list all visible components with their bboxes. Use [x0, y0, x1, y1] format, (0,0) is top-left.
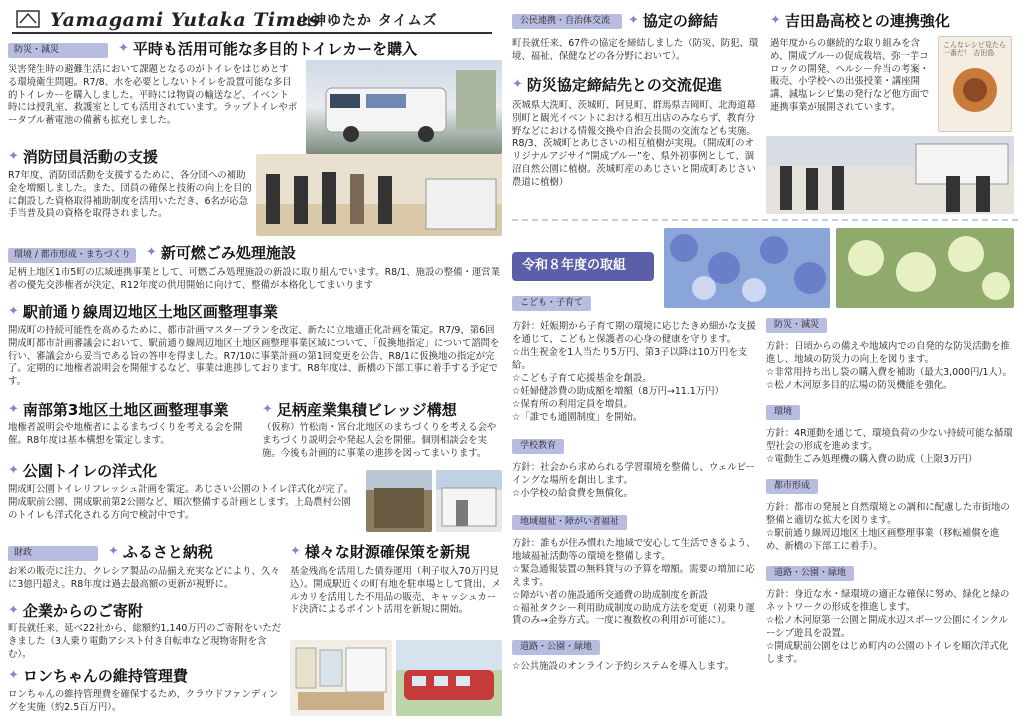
- plan-line: ☆保育所の利用定員を増員。: [512, 398, 633, 410]
- article-title: ✦ 消防団員活動の支援: [8, 148, 158, 166]
- park-toilet-photo-1: [366, 470, 432, 532]
- plan-line: ☆松ノ木河原第一公園と開成水辺スポーツ公園にインクルーシブ遊具を設置。: [766, 614, 1008, 639]
- plan-list: [512, 538, 758, 629]
- category-label: 防災・減災: [766, 318, 827, 333]
- plan-line: 方針：4R運動を通じて、環境負荷の少ない持続可能な循環型社会の形成を進めます。: [766, 427, 1013, 452]
- masthead: [12, 6, 492, 34]
- diamond-icon: ✦: [8, 304, 19, 320]
- category-label: 公民連携・自治体交流: [512, 14, 622, 29]
- article-title: ✦ 南部第3地区土地区画整理事業: [8, 401, 229, 419]
- diamond-icon: ✦: [8, 603, 19, 619]
- ron-train-photo: [396, 640, 502, 716]
- diamond-icon: ✦: [8, 463, 19, 479]
- diamond-icon: ✦: [118, 41, 129, 57]
- article-title: ✦ 様々な財源確保策を新規: [290, 543, 470, 561]
- plan-line: ☆障がい者の施設通所交通費の助成制度を新設: [512, 589, 708, 601]
- article-title: ✦ 吉田島高校との連携強化: [770, 12, 950, 30]
- plan-list: [766, 428, 1016, 467]
- toilet-car-photo: [306, 60, 502, 154]
- article-title: ✦ 駅前通り線周辺地区土地区画整理事業: [8, 303, 278, 321]
- category-label: 道路・公園・緑地: [766, 566, 854, 581]
- plan-line: ☆「誰でも通園制度」を開始。: [512, 411, 643, 423]
- article-body: 町長就任来、延べ22社から、総額約1,140万円のご寄附をいただきました（3人乗り電動アシスト付き自転車など現物寄附を含む）。: [8, 623, 282, 660]
- article-body: 開成町公園トイレリフレッシュ計画を策定。あじさい公園のトイレ洋式化が完了。開成駅前公園、開成駅前第2公園など、順次整備する計画とします。上島農村公園のトイレも洋式化される方向で検討中です。: [8, 484, 354, 521]
- diamond-icon: ✦: [770, 13, 781, 29]
- plan-line: ☆開成駅前公園をはじめ町内の公園のトイレを順次洋式化します。: [766, 640, 1009, 665]
- diamond-icon: ✦: [146, 245, 157, 261]
- furusato-products-photo: [290, 640, 392, 716]
- plan-line: 方針：社会から求められる学習環境を整備し、ウェルビーイングな場所を創出します。: [512, 461, 756, 486]
- diamond-icon: ✦: [8, 149, 19, 165]
- plan-list: [512, 661, 758, 674]
- category-label: 環境: [766, 405, 800, 420]
- article-body: 基金残高を活用した債券運用（利子収入70万円見込）。開成駅近くの町有地を駐車場として貸出、メルカリを活用した不用品の販売、キャッシュカード決済によるポイント活用を新規に開始。: [290, 566, 501, 616]
- plan-line: ☆こども子育て応援基金を創設。: [512, 372, 652, 384]
- plan-line: 方針：身近な水・緑環境の適正な確保に努め、緑化と緑のネットワークの形成を推進します。: [766, 588, 1010, 613]
- plan-line: ☆非常用持ち出し袋の購入費を補助（最大3,000円/1人）。: [766, 366, 1012, 378]
- plans-left-column: [512, 292, 758, 720]
- article-body: ロンちゃんの維持管理費を確保するため、クラウドファンディングを実施（約2.5百万円）。: [8, 689, 279, 713]
- article-title: ✦ 足柄産業集積ビレッジ構想: [262, 401, 457, 419]
- plan-line: ☆妊婦健診費の助成額を増額（8万円→11.1万円）: [512, 385, 724, 397]
- recipe-book-cover: こんなレシピ見たら一番だ！ 吉田島: [938, 36, 1012, 132]
- park-toilet-photo-2: [436, 470, 502, 532]
- plan-line: ☆福祉タクシー利用助成制度の助成方法を変更（初乗り運賃のみ→金券方式。一度に複数枚の利用が可能に）。: [512, 602, 755, 627]
- title-en: Yamagami Yutaka Times: [50, 9, 320, 31]
- category-label: 地域福祉・障がい者福祉: [512, 515, 627, 530]
- plan-line: ☆松ノ木河原多目的広場の防災機能を強化。: [766, 379, 953, 391]
- category-label: 都市形成: [766, 479, 818, 494]
- category-label: 財政: [8, 546, 98, 561]
- article-body: 町長就任来、67件の協定を締結しました（防災、防犯、環境、福祉、保健などの各分野において）。: [512, 38, 759, 62]
- plans-right-column: [766, 318, 1016, 720]
- fire-brigade-photo: [256, 154, 502, 236]
- article-title: ✦ 新可燃ごみ処理施設: [146, 244, 296, 262]
- article-title: ✦ 協定の締結: [628, 12, 718, 30]
- plan-line: 方針：都市の発展と自然環境との調和に配慮した市街地の整備と適切な拡大を図ります。: [766, 501, 1010, 526]
- plan-line: 方針：妊娠期から子育て期の環境に応じたきめ細かな支援を通じて、こどもと保護者の心身の健康を守ります。: [512, 321, 756, 345]
- category-label: 防災・減災: [8, 43, 108, 58]
- section-title: 令和８年度の取組: [512, 252, 654, 281]
- divider: [512, 219, 1018, 221]
- article-title: ✦ ふるさと納税: [108, 543, 213, 561]
- article-body: （仮称）竹松南・宮台北地区のまちづくりを考える会やまちづくり説明会や発起人会を開催。個別相談会を実施。今後も計画的に事業の進捗を図ってまいります。: [262, 422, 497, 459]
- title-jp: 山神ゆたか タイムズ: [297, 13, 438, 29]
- article-title: ✦ ロンちゃんの維持管理費: [8, 667, 188, 685]
- article-title: ✦ 平時も活用可能な多目的トイレカーを購入: [118, 40, 418, 58]
- hydrangea-photo-2: [836, 228, 1014, 308]
- plan-line: ☆公共施設のオンライン予約システムを導入します。: [512, 661, 735, 673]
- plan-list: [512, 321, 758, 425]
- article-title: ✦ 公園トイレの洋式化: [8, 462, 158, 480]
- logo-icon: [16, 9, 40, 29]
- diamond-icon: ✦: [8, 668, 19, 684]
- article-body: 開成町の持続可能性を高めるために、都市計画マスタープランを改定、新たに立地適正化計画を策定。R7/9、第6回開成町都市計画審議会において、駅前通り線周辺地区土地区画整理事業区域について、「仮換地指定」について諮問を行い、審議会から妥当である旨の答申を得ました。R7/10に事業計画の第1回変更を公告、R8/1に仮換地の指定が完了。定期的に地権者説明会を開催するなど、事業は進捗しております。R8年度は、新橋の下部工事に着手する予定です。: [8, 325, 500, 388]
- diamond-icon: ✦: [8, 402, 19, 418]
- article-body: 茨城県大洗町、茨城町、阿見町、群馬県吉岡町、北海道幕別町と観光イベントにおける相互出店のみならず、教育分野などにおける情報交換や自治会長間の交流なども実施。R8/3、茨城町とあじさいの相互植樹が実現。（開成町のオリジナルアジサイ“開成ブルー”を、県外初事例として、涸沼自然公園に植樹。茨城町産のあじさいと開成町あじさい農道に植樹）: [512, 100, 756, 188]
- plan-line: ☆緊急通報装置の無料貸与の予算を増額。需要の増加に応えます。: [512, 563, 755, 588]
- plan-list: [766, 589, 1016, 667]
- article-body: 災害発生時の避難生活において課題となるのがトイレをはじめとする環境衛生問題。R7/8、水を必要としないトイレを設置可能な多目的トイレカーを購入しました。平時には物資の輸送など、イベント時には授乳室、救護室としても活用されています。ラップトイレやポータブル蓄電池の備蓄も拡充しました。: [8, 64, 298, 127]
- article-body: 過年度からの継続的な取り組みを含め、開成ブルーの促成栽培、弥一芋コロックの開発、ヘルシー弁当の考案・販売、小学校への出張授業・講座開講、減塩レシピ集の発行など他方面で連携事業が展開されています。: [770, 38, 930, 113]
- plan-list: [766, 502, 1016, 554]
- article-body: R7年度、消防団活動を支援するために、各分団への補助金を増額しました。また、団員の確保と技術の向上を目的に創設した資格取得補助制度を活用いただき、6名が応急手当普及員の資格を取得されました。: [8, 170, 252, 220]
- diamond-icon: ✦: [512, 77, 523, 93]
- plan-list: [512, 462, 758, 501]
- category-label: 環境 / 都市形成・まちづくり: [8, 248, 136, 263]
- category-label: こども・子育て: [512, 296, 591, 311]
- article-title: ✦ 防災協定締結先との交流促進: [512, 76, 722, 94]
- plan-line: ☆出生祝金を1人当たり5万円、第3子以降は10万円を支給。: [512, 346, 748, 371]
- plan-line: ☆駅前通り線周辺地区土地区画整理事業（移転補償を進め、新橋の下部工に着手）。: [766, 527, 1000, 552]
- category-label: 学校教育: [512, 439, 564, 454]
- diamond-icon: ✦: [290, 544, 301, 560]
- school-event-photo: [766, 136, 1014, 214]
- plan-line: 方針：日頃からの備えや地域内での自発的な防災活動を推進し、地域の防災力の向上を図ります。: [766, 341, 1010, 365]
- article-body: 地権者説明会や地権者によるまちづくりを考える会を開催。R8年度は基本構想を策定します。: [8, 422, 243, 446]
- plan-list: [766, 341, 1016, 393]
- article-title: ✦ 企業からのご寄附: [8, 602, 143, 620]
- article-body: お米の販売に注力、クレシア製品の品揃え充実などにより、久々に3億円超え。R8年度は過去最高額の更新が視野に。: [8, 566, 280, 590]
- diamond-icon: ✦: [262, 402, 273, 418]
- article-body: 足柄上地区1市5町の広域連携事業として、可燃ごみ処理施設の新設に取り組んでいます。R8/1、施設の整備・運営業者の優先交渉権者が決定、R12年度の供用開始に向けて、整備が本格化してまいります: [8, 267, 500, 291]
- plan-line: ☆小学校の給食費を無償化。: [512, 487, 633, 499]
- plan-line: 方針：誰もが住み慣れた地域で安心して生活できるよう、地域福祉活動等の環境を整備します。: [512, 537, 756, 562]
- diamond-icon: ✦: [108, 544, 119, 560]
- plan-line: ☆電動生ごみ処理機の購入費の助成（上限3万円）: [766, 453, 978, 465]
- diamond-icon: ✦: [628, 13, 639, 29]
- category-label: 道路・公園・緑地: [512, 640, 600, 655]
